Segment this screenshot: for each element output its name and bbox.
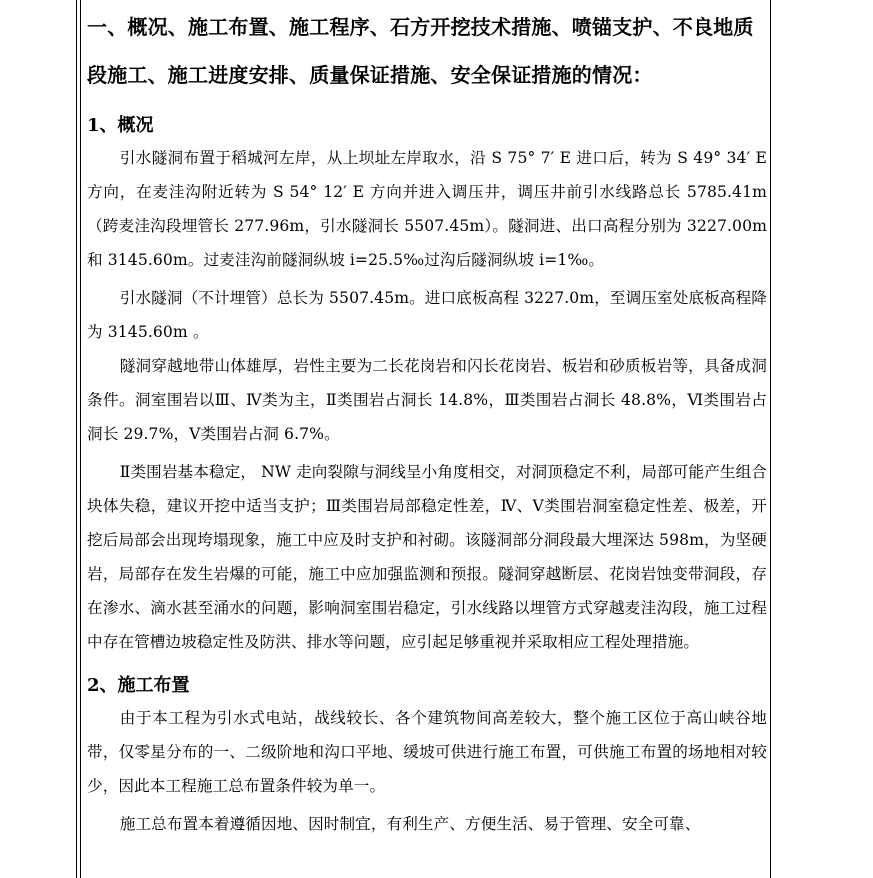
section-title-layout: 2、施工布置 bbox=[87, 675, 190, 696]
paragraph: 引水隧洞（不计埋管）总长为 5507.45m。进口底板高程 3227.0m，至调压室处底板高程降为 3145.60m 。 bbox=[87, 289, 767, 341]
document-body bbox=[87, 0, 767, 841]
paragraph: 引水隧洞布置于稻城河左岸，从上坝址左岸取水，沿 S 75° 7′ E 进口后，转为 S 49° 34′ E 方向，在麦洼沟附近转为 S 54° 12′ E 方向并进入调压井，调压井前引水线路总长 5785.41m（跨麦洼沟段埋管长 277.96m，引水隧洞长 5507.45m）。隧洞进、出口高程分别为 3227.00m 和 3145.60m。过麦洼沟前隧洞纵坡 i=25.5‰过沟后隧洞纵坡 i=1‰。 bbox=[87, 149, 767, 269]
paragraph: Ⅱ类围岩基本稳定， NW 走向裂隙与洞线呈小角度相交，对洞顶稳定不利，局部可能产生组合块体失稳，建议开挖中适当支护；Ⅲ类围岩局部稳定性差，Ⅳ、Ⅴ类围岩洞室稳定性差、极差，开挖后局部会出现垮塌现象，施工中应及时支护和衬砌。该隧洞部分洞段最大埋深达 598m，为坚硬岩，局部存在发生岩爆的可能，施工中应加强监测和预报。隧洞穿越断层、花岗岩蚀变带洞段，存在渗水、滴水甚至涌水的问题，影响洞室围岩稳定，引水线路以埋管方式穿越麦洼沟段，施工过程中存在管槽边坡稳定性及防洪、排水等问题，应引起足够重视并采取相应工程处理措施。 bbox=[87, 463, 767, 651]
paragraph: 由于本工程为引水式电站，战线较长、各个建筑物间高差较大，整个施工区位于高山峡谷地带，仅零星分布的一、二级阶地和沟口平地、缓坡可供进行施工布置，可供施工布置的场地相对较少，因此本工程施工总布置条件较为单一。 bbox=[87, 709, 767, 795]
table-border-left-outer bbox=[76, 0, 77, 878]
table-border-left-inner bbox=[80, 0, 81, 878]
table-border-right bbox=[770, 0, 771, 878]
paragraph: 施工总布置本着遵循因地、因时制宜，有利生产、方便生活、易于管理、安全可靠、 bbox=[119, 815, 701, 833]
document-heading: 一、概况、施工布置、施工程序、石方开挖技术措施、喷锚支护、不良地质段施工、施工进度安排、质量保证措施、安全保证措施的情况： bbox=[87, 15, 754, 87]
paragraph: 隧洞穿越地带山体雄厚，岩性主要为二长花岗岩和闪长花岗岩、板岩和砂质板岩等，具备成洞条件。洞室围岩以Ⅲ、Ⅳ类为主，Ⅱ类围岩占洞长 14.8%，Ⅲ类围岩占洞长 48.8%，Ⅵ类围岩占洞长 29.7%，Ⅴ类围岩占洞 6.7%。 bbox=[87, 357, 767, 443]
section-title-overview: 1、概况 bbox=[87, 115, 154, 136]
